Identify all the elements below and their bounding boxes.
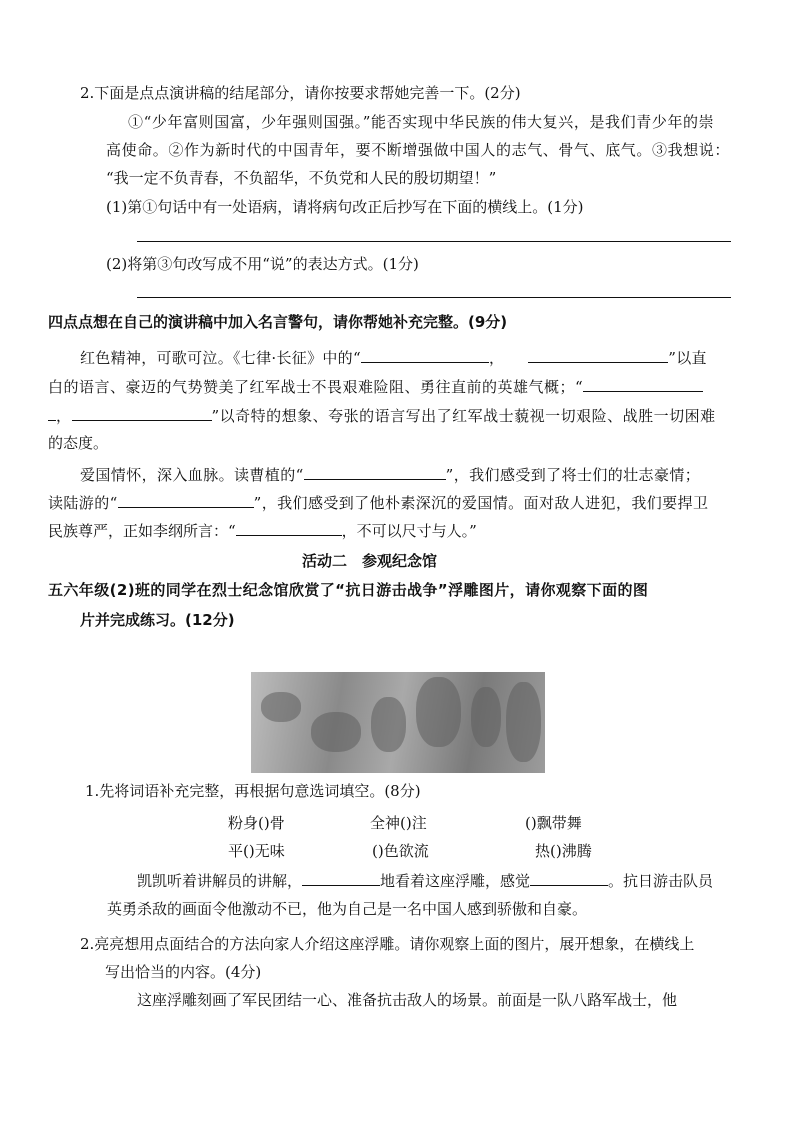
fill-blank[interactable] [583, 376, 703, 392]
section-4-title: 四点点想在自己的演讲稿中加入名言警句，请你帮她补充完整。(9分) [48, 313, 508, 331]
fill-blank[interactable] [48, 405, 56, 421]
paragraph-line [80, 464, 700, 485]
text: ， [488, 349, 505, 367]
question-2-title: 2.下面是点点演讲稿的结尾部分，请你按要求帮她完善一下。(2分) [80, 84, 521, 102]
sub-question-2: (2)将第③句改写成不用“说”的表达方式。(1分) [106, 255, 419, 273]
sub-question-1: (1)第①句话中有一处语病，请将病句改正后抄写在下面的横线上。(1分) [106, 198, 584, 216]
paragraph-line [48, 520, 477, 541]
section-5-title: 片并完成练习。(12分) [80, 611, 235, 629]
question-1-title: 1.先将词语补充完整，再根据句意选词填空。(8分) [85, 782, 421, 800]
word-item: ()色欲流 [372, 842, 429, 860]
speech-text: 高使命。②作为新时代的中国青年，要不断增强做中国人的志气、骨气、底气。③我想说： [106, 141, 731, 159]
paragraph-line [80, 347, 707, 368]
word-item: 平()无味 [228, 842, 285, 860]
section-5-title: 五六年级(2)班的同学在烈士纪念馆欣赏了“抗日游击战争”浮雕图片，请你观察下面的图 [48, 581, 649, 599]
fill-blank[interactable] [118, 492, 254, 508]
text: ， [56, 407, 72, 425]
relief-sculpture-image [251, 672, 545, 773]
text: ”以奇特的想象、夸张的语言写出了红军战士藐视一切艰险、战胜一切困难 [211, 407, 716, 425]
paragraph-line [48, 376, 703, 397]
text: ”，我们感受到了他朴素深沉的爱国情。面对敌人进犯，我们要捍卫 [253, 494, 709, 512]
paragraph-line: 英勇杀敌的画面令他激动不已，他为自己是一名中国人感到骄傲和自豪。 [107, 900, 588, 918]
paragraph-line: 的态度。 [48, 434, 109, 452]
text: 爱国情怀，深入血脉。读曹植的“ [80, 466, 304, 484]
text: ，不可以尺寸与人。” [341, 522, 477, 540]
text: 白的语言、豪迈的气势赞美了红军战士不畏艰难险阻、勇往直前的英雄气概；“ [48, 378, 584, 396]
text: 读陆游的“ [48, 494, 118, 512]
speech-text: ①“少年富则国富，少年强则国强。”能否实现中华民族的伟大复兴，是我们青少年的崇 [128, 113, 715, 131]
text: ”以直 [668, 349, 707, 367]
text: 凯凯听着讲解员的讲解， [137, 872, 303, 890]
fill-blank[interactable] [72, 405, 212, 421]
paragraph-line: 这座浮雕刻画了军民团结一心、准备抗击敌人的场景。前面是一队八路军战士，他 [137, 991, 678, 1009]
word-item: 粉身()骨 [228, 814, 285, 832]
fill-blank[interactable] [236, 520, 342, 536]
word-item: ()飘带舞 [525, 814, 582, 832]
question-2-title: 2.亮亮想用点面结合的方法向家人介绍这座浮雕。请你观察上面的图片，展开想象，在横线上 [80, 935, 695, 953]
paragraph-line [137, 870, 713, 891]
paragraph-line [48, 492, 708, 513]
fill-blank[interactable] [304, 464, 446, 480]
fill-blank[interactable] [302, 870, 380, 886]
question-2-title: 写出恰当的内容。(4分) [105, 963, 262, 981]
text: ”，我们感受到了将士们的壮志豪情； [445, 466, 701, 484]
fill-blank[interactable] [361, 347, 489, 363]
paragraph-line [48, 405, 716, 426]
fill-blank[interactable] [528, 347, 668, 363]
answer-line[interactable] [137, 241, 731, 242]
fill-blank[interactable] [530, 870, 608, 886]
answer-line[interactable] [137, 297, 731, 298]
speech-text: “我一定不负青春，不负韶华，不负党和人民的殷切期望！” [106, 169, 497, 187]
activity-2-heading: 活动二 参观纪念馆 [302, 552, 438, 570]
word-item: 热()沸腾 [535, 842, 592, 860]
word-item: 全神()注 [370, 814, 427, 832]
text: 民族尊严，正如李纲所言：“ [48, 522, 236, 540]
text: 。抗日游击队员 [608, 872, 714, 890]
text: 地看着这座浮雕，感觉 [380, 872, 531, 890]
text: 红色精神，可歌可泣。《七律·长征》中的“ [80, 349, 361, 367]
